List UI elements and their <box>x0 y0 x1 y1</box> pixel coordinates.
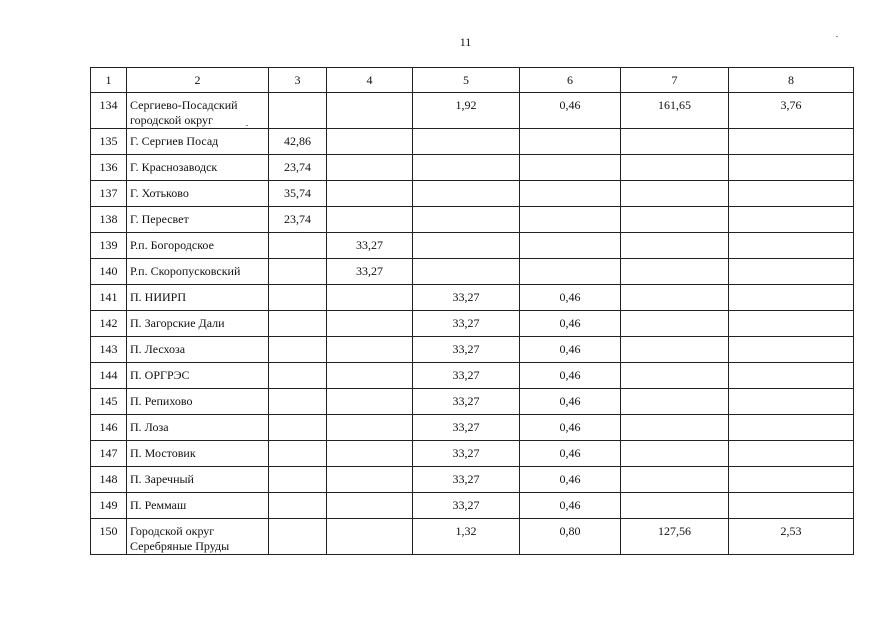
cell-col3 <box>269 233 327 259</box>
row-number: 144 <box>91 363 127 389</box>
row-number: 139 <box>91 233 127 259</box>
cell-col5: 33,27 <box>413 363 520 389</box>
cell-col8 <box>729 467 854 493</box>
table-row <box>91 337 854 363</box>
cell-col7: 161,65 <box>621 93 729 129</box>
row-number: 143 <box>91 337 127 363</box>
table-row <box>91 519 854 555</box>
cell-col5: 33,27 <box>413 285 520 311</box>
location-name: П. НИИРП <box>127 285 269 311</box>
cell-col4 <box>327 93 413 129</box>
column-header: 4 <box>327 68 413 93</box>
cell-col8 <box>729 311 854 337</box>
cell-col3 <box>269 441 327 467</box>
cell-col8 <box>729 493 854 519</box>
cell-col8 <box>729 441 854 467</box>
cell-col5: 33,27 <box>413 337 520 363</box>
row-number: 149 <box>91 493 127 519</box>
cell-col8 <box>729 181 854 207</box>
cell-col4 <box>327 181 413 207</box>
cell-col6 <box>520 233 621 259</box>
cell-col7 <box>621 285 729 311</box>
cell-col5 <box>413 155 520 181</box>
cell-col8 <box>729 363 854 389</box>
cell-col5: 33,27 <box>413 311 520 337</box>
cell-col8 <box>729 285 854 311</box>
cell-col7 <box>621 181 729 207</box>
cell-col4: 33,27 <box>327 259 413 285</box>
column-header: 6 <box>520 68 621 93</box>
cell-col7 <box>621 493 729 519</box>
cell-col4 <box>327 363 413 389</box>
cell-col7 <box>621 259 729 285</box>
table-header-row <box>91 68 854 93</box>
table-row <box>91 389 854 415</box>
cell-col6: 0,46 <box>520 441 621 467</box>
row-number: 142 <box>91 311 127 337</box>
cell-col7 <box>621 415 729 441</box>
cell-col5: 1,32 <box>413 519 520 555</box>
cell-col3 <box>269 415 327 441</box>
cell-col5 <box>413 259 520 285</box>
cell-col7 <box>621 311 729 337</box>
cell-col7 <box>621 155 729 181</box>
location-name: Городской округ Серебряные Пруды <box>127 519 269 555</box>
table-row <box>91 441 854 467</box>
cell-col6 <box>520 181 621 207</box>
cell-col6: 0,46 <box>520 311 621 337</box>
cell-col6: 0,46 <box>520 285 621 311</box>
table-row <box>91 493 854 519</box>
table-row <box>91 363 854 389</box>
table-row <box>91 311 854 337</box>
cell-col7 <box>621 467 729 493</box>
cell-col7: 127,56 <box>621 519 729 555</box>
row-number: 146 <box>91 415 127 441</box>
location-name: Г. Хотьково <box>127 181 269 207</box>
cell-col8: 2,53 <box>729 519 854 555</box>
cell-col3 <box>269 493 327 519</box>
cell-col7 <box>621 337 729 363</box>
cell-col8 <box>729 129 854 155</box>
scan-speck <box>836 36 838 37</box>
cell-col3 <box>269 337 327 363</box>
cell-col3: 42,86 <box>269 129 327 155</box>
column-header: 1 <box>91 68 127 93</box>
table-row <box>91 233 854 259</box>
column-header: 8 <box>729 68 854 93</box>
location-name: Р.п. Богородское <box>127 233 269 259</box>
cell-col3 <box>269 467 327 493</box>
cell-col6 <box>520 259 621 285</box>
cell-col7 <box>621 207 729 233</box>
row-number: 140 <box>91 259 127 285</box>
column-header: 5 <box>413 68 520 93</box>
cell-col7 <box>621 441 729 467</box>
cell-col6: 0,46 <box>520 93 621 129</box>
cell-col3 <box>269 259 327 285</box>
row-number: 136 <box>91 155 127 181</box>
row-number: 147 <box>91 441 127 467</box>
cell-col3: 23,74 <box>269 155 327 181</box>
cell-col8 <box>729 337 854 363</box>
column-header: 2 <box>127 68 269 93</box>
column-header: 7 <box>621 68 729 93</box>
cell-col4 <box>327 207 413 233</box>
table-row <box>91 259 854 285</box>
cell-col6: 0,46 <box>520 415 621 441</box>
column-header: 3 <box>269 68 327 93</box>
cell-col8 <box>729 233 854 259</box>
table-row <box>91 181 854 207</box>
cell-col3 <box>269 519 327 555</box>
cell-col5: 33,27 <box>413 389 520 415</box>
cell-col8 <box>729 415 854 441</box>
cell-col5 <box>413 181 520 207</box>
cell-col7 <box>621 129 729 155</box>
cell-col3 <box>269 363 327 389</box>
cell-col4 <box>327 415 413 441</box>
location-name: Г. Краснозаводск <box>127 155 269 181</box>
cell-col4 <box>327 467 413 493</box>
row-number: 148 <box>91 467 127 493</box>
cell-col6: 0,46 <box>520 363 621 389</box>
row-number: 145 <box>91 389 127 415</box>
cell-col5 <box>413 207 520 233</box>
table-row <box>91 415 854 441</box>
cell-col5: 33,27 <box>413 467 520 493</box>
location-name: П. Реммаш <box>127 493 269 519</box>
location-name: Сергиево-Посадский городской округ <box>127 93 269 129</box>
row-number: 135 <box>91 129 127 155</box>
location-name: Р.п. Скоропусковский <box>127 259 269 285</box>
cell-col8 <box>729 389 854 415</box>
cell-col7 <box>621 389 729 415</box>
cell-col8 <box>729 155 854 181</box>
location-name: П. Загорские Дали <box>127 311 269 337</box>
row-number: 138 <box>91 207 127 233</box>
table-row <box>91 207 854 233</box>
location-name: П. Лесхоза <box>127 337 269 363</box>
cell-col6: 0,46 <box>520 493 621 519</box>
location-name: П. Лоза <box>127 415 269 441</box>
cell-col4 <box>327 519 413 555</box>
row-number: 137 <box>91 181 127 207</box>
location-name: Г. Пересвет <box>127 207 269 233</box>
cell-col5: 33,27 <box>413 415 520 441</box>
cell-col8 <box>729 207 854 233</box>
cell-col5 <box>413 129 520 155</box>
cell-col4 <box>327 493 413 519</box>
table-row <box>91 129 854 155</box>
cell-col6: 0,46 <box>520 467 621 493</box>
cell-col5: 1,92 <box>413 93 520 129</box>
cell-col4 <box>327 155 413 181</box>
cell-col3 <box>269 93 327 129</box>
row-number: 134 <box>91 93 127 129</box>
location-name: П. ОРГРЭС <box>127 363 269 389</box>
cell-col8 <box>729 259 854 285</box>
cell-col7 <box>621 233 729 259</box>
location-name: П. Мостовик <box>127 441 269 467</box>
cell-col6 <box>520 129 621 155</box>
cell-col3 <box>269 311 327 337</box>
cell-col3 <box>269 285 327 311</box>
cell-col6: 0,80 <box>520 519 621 555</box>
cell-col4 <box>327 337 413 363</box>
table-row <box>91 93 854 129</box>
cell-col3: 35,74 <box>269 181 327 207</box>
cell-col4 <box>327 311 413 337</box>
cell-col6 <box>520 155 621 181</box>
cell-col6: 0,46 <box>520 337 621 363</box>
scan-speck <box>246 125 248 126</box>
cell-col4 <box>327 441 413 467</box>
cell-col5 <box>413 233 520 259</box>
cell-col4 <box>327 129 413 155</box>
cell-col3: 23,74 <box>269 207 327 233</box>
row-number: 141 <box>91 285 127 311</box>
table-row <box>91 285 854 311</box>
cell-col4 <box>327 389 413 415</box>
cell-col7 <box>621 363 729 389</box>
cell-col6 <box>520 207 621 233</box>
cell-col3 <box>269 389 327 415</box>
cell-col8: 3,76 <box>729 93 854 129</box>
cell-col5: 33,27 <box>413 493 520 519</box>
table-row <box>91 467 854 493</box>
cell-col5: 33,27 <box>413 441 520 467</box>
cell-col6: 0,46 <box>520 389 621 415</box>
row-number: 150 <box>91 519 127 555</box>
location-name: П. Заречный <box>127 467 269 493</box>
location-name: П. Репихово <box>127 389 269 415</box>
cell-col4 <box>327 285 413 311</box>
cell-col4: 33,27 <box>327 233 413 259</box>
page-number: 11 <box>459 35 472 49</box>
data-table <box>90 67 854 555</box>
location-name: Г. Сергиев Посад <box>127 129 269 155</box>
table-row <box>91 155 854 181</box>
